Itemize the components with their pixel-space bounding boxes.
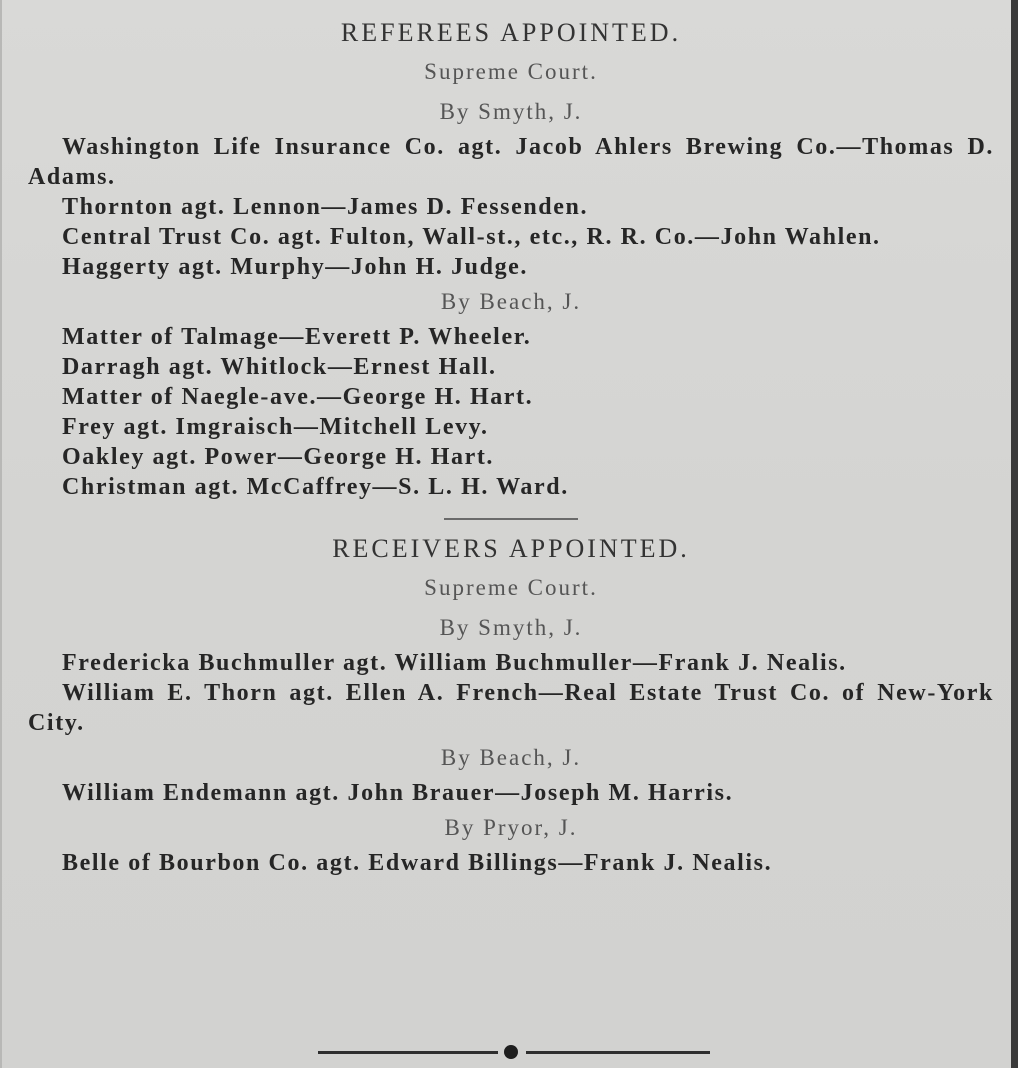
section-divider xyxy=(444,518,578,520)
referees-section xyxy=(28,14,994,502)
referee-entry: Matter of Talmage—Everett P. Wheeler. xyxy=(62,324,532,350)
receiver-entry: William E. Thorn agt. Ellen A. French—Real Estate Trust Co. of New-York City. xyxy=(28,680,994,736)
referee-entry: Haggerty agt. Murphy—John H. Judge. xyxy=(62,254,529,280)
referee-entry: Matter of Naegle-ave.—George H. Hart. xyxy=(62,384,534,410)
referees-court-label: Supreme Court. xyxy=(424,59,598,84)
referee-entry: Christman agt. McCaffrey—S. L. H. Ward. xyxy=(62,474,569,500)
referee-entry: Darragh agt. Whitlock—Ernest Hall. xyxy=(62,354,497,380)
receiver-entry: Belle of Bourbon Co. agt. Edward Billings—Frank J. Nealis. xyxy=(62,850,773,876)
receivers-smyth-label: By Smyth, J. xyxy=(439,615,583,640)
referees-heading: REFEREES APPOINTED. xyxy=(340,18,682,47)
referee-entry: Thornton agt. Lennon—James D. Fessenden. xyxy=(62,194,589,220)
receivers-heading: RECEIVERS APPOINTED. xyxy=(332,534,690,563)
referee-entry: Oakley agt. Power—George H. Hart. xyxy=(62,444,495,470)
receiver-entry: Fredericka Buchmuller agt. William Buchmuller—Frank J. Nealis. xyxy=(62,650,847,676)
legal-notices-column xyxy=(28,14,994,878)
page-left-edge xyxy=(0,0,2,1068)
receiver-entry: William Endemann agt. John Brauer—Joseph M. Harris. xyxy=(62,780,734,806)
referee-entry: Frey agt. Imgraisch—Mitchell Levy. xyxy=(62,414,489,440)
ornament-line-right xyxy=(526,1051,710,1054)
referee-entry: Central Trust Co. agt. Fulton, Wall-st., etc., R. R. Co.—John Wahlen. xyxy=(62,224,881,250)
receivers-pryor-label: By Pryor, J. xyxy=(444,815,578,840)
receivers-section xyxy=(28,530,994,878)
end-ornament-rule xyxy=(318,1040,710,1064)
referee-entry: Washington Life Insurance Co. agt. Jacob Ahlers Brewing Co.—Thomas D. Adams. xyxy=(28,134,994,190)
ornament-line-left xyxy=(318,1051,498,1054)
referees-beach-label: By Beach, J. xyxy=(440,289,582,314)
page-right-edge xyxy=(1011,0,1018,1068)
receivers-court-label: Supreme Court. xyxy=(424,575,598,600)
receivers-beach-label: By Beach, J. xyxy=(440,745,582,770)
referees-smyth-label: By Smyth, J. xyxy=(439,99,583,124)
ornament-dot-icon xyxy=(504,1045,518,1059)
